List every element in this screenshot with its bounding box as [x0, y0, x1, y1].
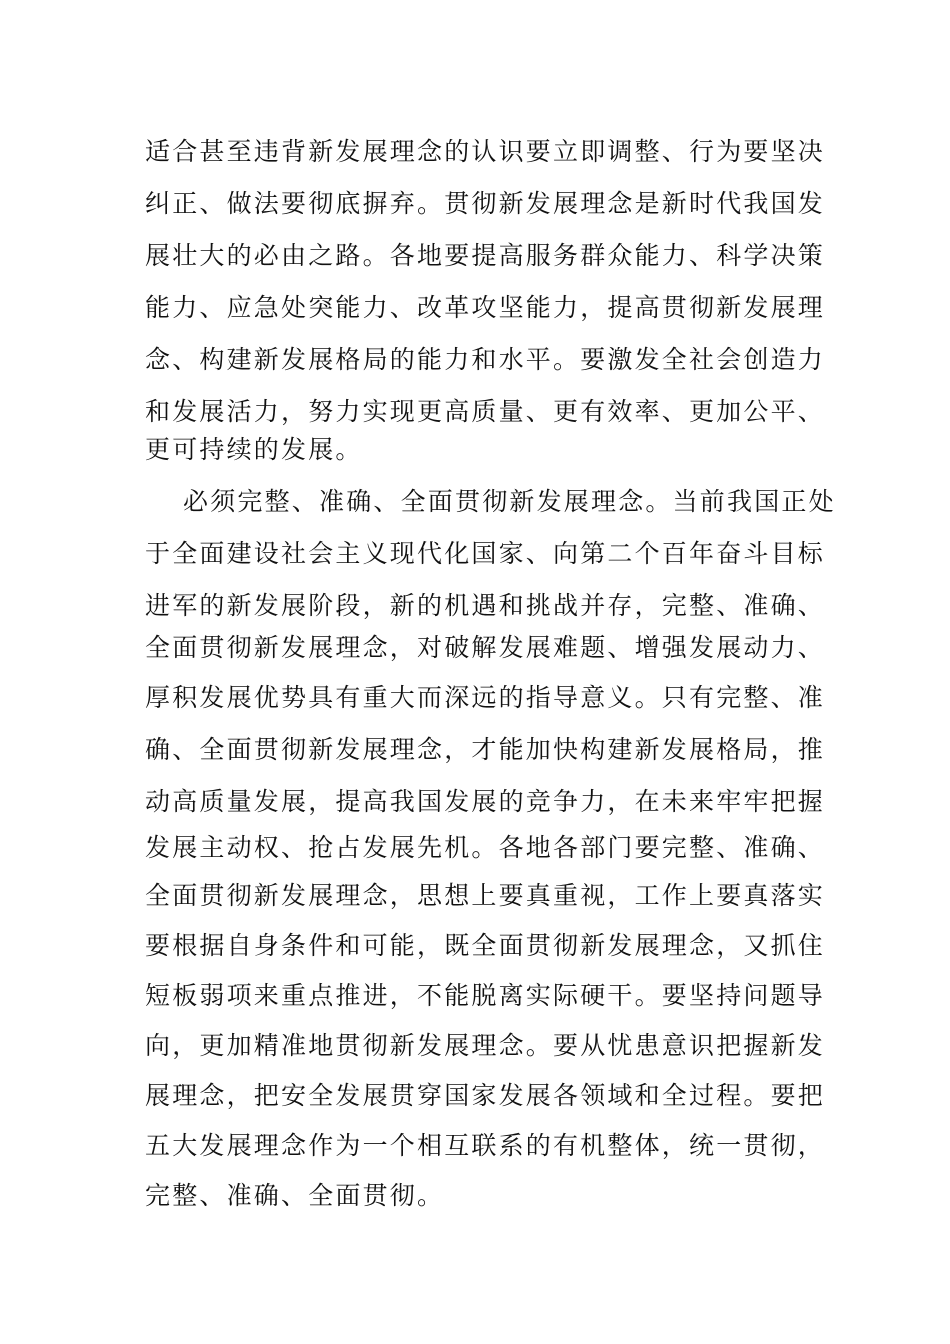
paragraph-2-line-15: 完整、准确、全面贯彻。: [145, 1181, 445, 1210]
paragraph-1-line-5: 念、构建新发展格局的能力和水平。要激发全社会创造力: [145, 345, 826, 374]
paragraph-2-line-5: 厚积发展优势具有重大而深远的指导意义。只有完整、准: [145, 683, 826, 712]
paragraph-2-line-8: 发展主动权、抢占发展先机。各地各部门要完整、准确、: [145, 833, 826, 862]
paragraph-1-line-7: 更可持续的发展。: [145, 435, 363, 464]
paragraph-1-line-4: 能力、应急处突能力、改革攻坚能力，提高贯彻新发展理: [145, 293, 826, 322]
paragraph-2-line-2: 于全面建设社会主义现代化国家、向第二个百年奋斗目标: [145, 539, 826, 568]
paragraph-2-line-10: 要根据自身条件和可能，既全面贯彻新发展理念，又抓住: [145, 931, 826, 960]
paragraph-2-line-3: 进军的新发展阶段，新的机遇和挑战并存，完整、准确、: [145, 591, 826, 620]
paragraph-2-line-13: 展理念，把安全发展贯穿国家发展各领域和全过程。要把: [145, 1081, 826, 1110]
paragraph-2-line-4: 全面贯彻新发展理念，对破解发展难题、增强发展动力、: [145, 633, 826, 662]
paragraph-2-line-9: 全面贯彻新发展理念，思想上要真重视，工作上要真落实: [145, 881, 826, 910]
paragraph-1-line-3: 展壮大的必由之路。各地要提高服务群众能力、科学决策: [145, 241, 826, 270]
paragraph-2-line-12: 向，更加精准地贯彻新发展理念。要从忧患意识把握新发: [145, 1031, 826, 1060]
paragraph-1-line-2: 纠正、做法要彻底摒弃。贯彻新发展理念是新时代我国发: [145, 189, 826, 218]
paragraph-2-line-7: 动高质量发展，提高我国发展的竞争力，在未来牢牢把握: [145, 787, 826, 816]
paragraph-2-line-11: 短板弱项来重点推进，不能脱离实际硬干。要坚持问题导: [145, 981, 826, 1010]
paragraph-1-line-6: 和发展活力，努力实现更高质量、更有效率、更加公平、: [145, 397, 826, 426]
paragraph-2-line-14: 五大发展理念作为一个相互联系的有机整体，统一贯彻，: [145, 1131, 826, 1160]
paragraph-1-line-1: 适合甚至违背新发展理念的认识要立即调整、行为要坚决: [145, 137, 826, 166]
paragraph-2-line-1: 必须完整、准确、全面贯彻新发展理念。当前我国正处: [183, 487, 836, 516]
paragraph-2-line-6: 确、全面贯彻新发展理念，才能加快构建新发展格局，推: [145, 735, 826, 764]
